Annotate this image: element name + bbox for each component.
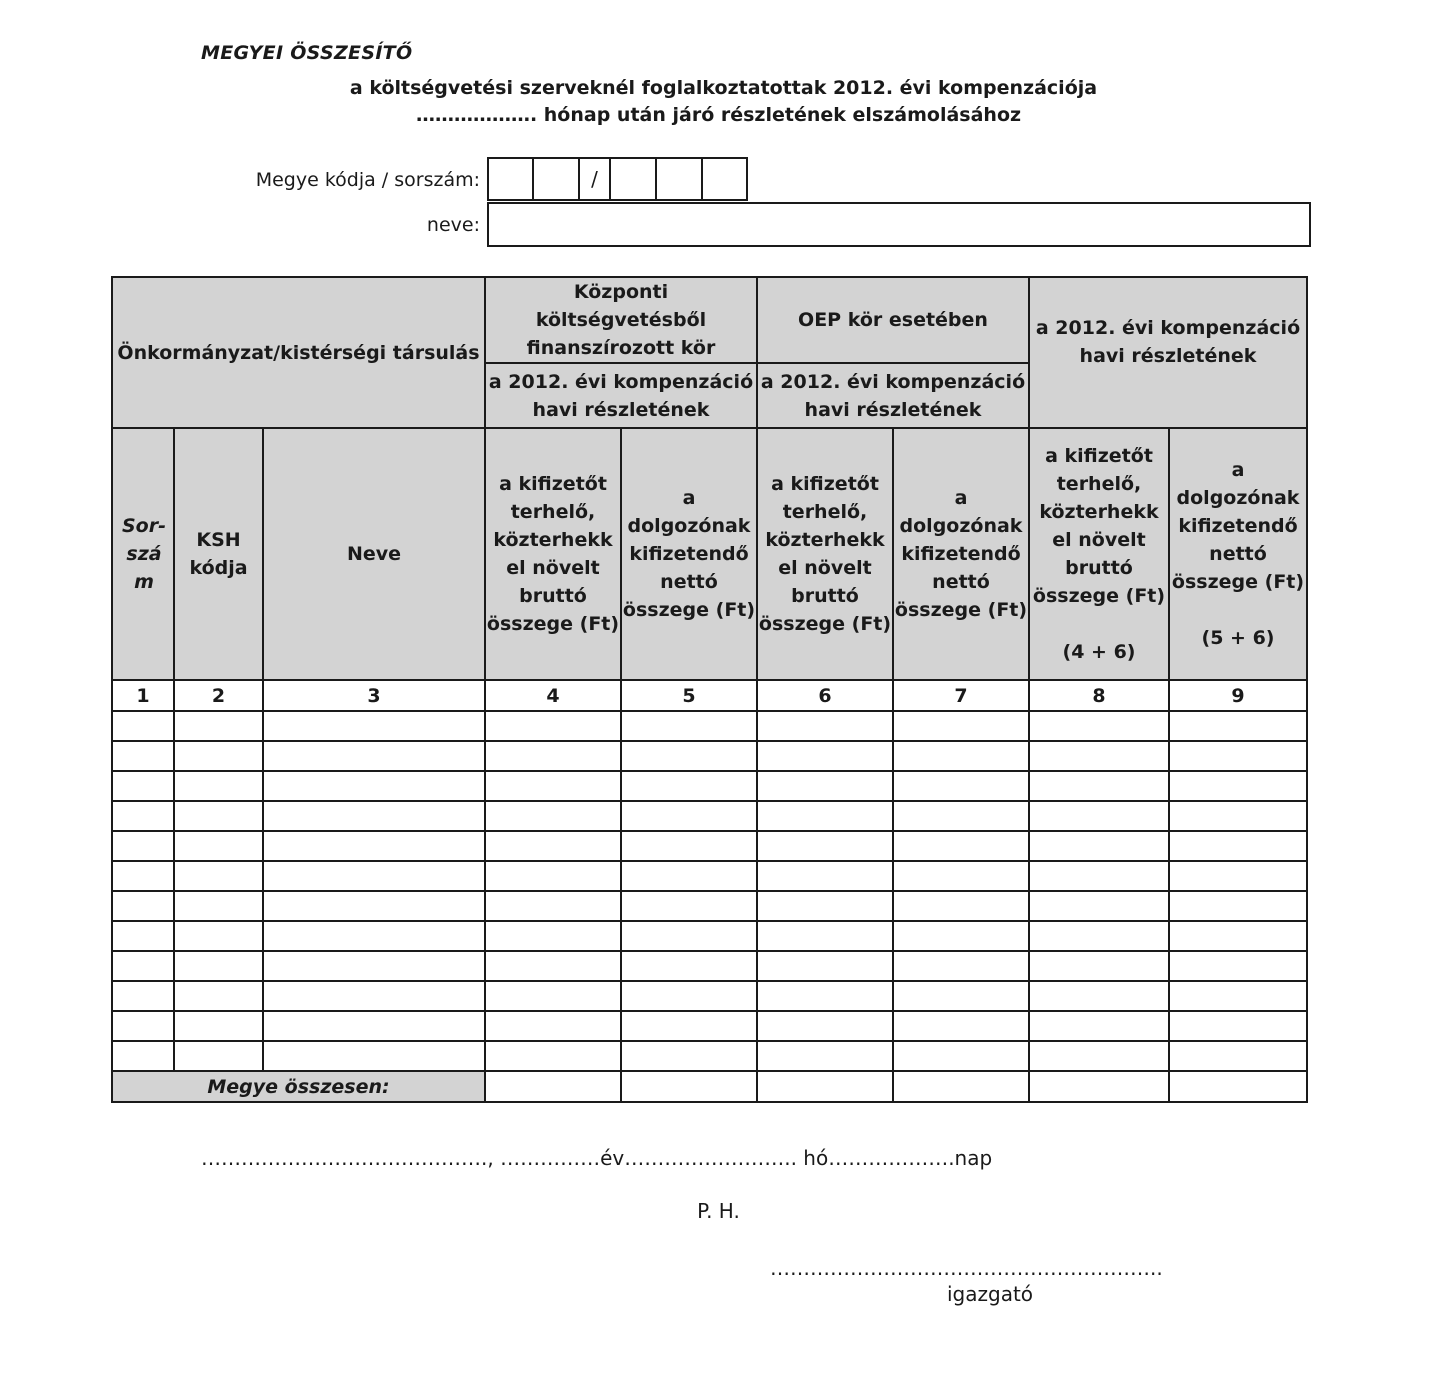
total-cell[interactable]: [485, 1071, 621, 1102]
column-number: 7: [893, 680, 1029, 711]
column-header-name: Neve: [263, 428, 485, 680]
table-cell[interactable]: [1029, 951, 1169, 981]
table-cell[interactable]: [174, 711, 263, 741]
table-cell[interactable]: [1029, 1011, 1169, 1041]
table-cell[interactable]: [621, 981, 757, 1011]
table-cell[interactable]: [1169, 741, 1307, 771]
table-cell[interactable]: [263, 1011, 485, 1041]
table-row: [112, 801, 1307, 831]
date-line: ……………………………………., ……………év…………………….. hó……………….nap: [201, 1146, 993, 1170]
column-header-total-net: [1169, 428, 1307, 680]
table-cell[interactable]: [1169, 891, 1307, 921]
table-row: [112, 861, 1307, 891]
table-cell[interactable]: [1029, 711, 1169, 741]
table-cell[interactable]: [757, 1011, 893, 1041]
column-number-row: [112, 680, 1307, 711]
total-cell[interactable]: [893, 1071, 1029, 1102]
column-number: 6: [757, 680, 893, 711]
table-cell[interactable]: [893, 1011, 1029, 1041]
table-cell[interactable]: [621, 861, 757, 891]
table-row: [112, 741, 1307, 771]
table-cell[interactable]: [263, 831, 485, 861]
serial-number-box-1[interactable]: [609, 157, 657, 201]
header-municipality: Önkormányzat/kistérségi társulás: [112, 277, 485, 428]
total-net-formula: (5 + 6): [1201, 627, 1275, 649]
county-total-label: Megye összesen:: [112, 1071, 485, 1102]
document-subtitle-line-2: ………………. hónap után járó részletének elszámolásához: [415, 104, 1022, 126]
table-cell[interactable]: [263, 771, 485, 801]
table-cell[interactable]: [1169, 921, 1307, 951]
table-cell[interactable]: [485, 801, 621, 831]
table-cell[interactable]: [1029, 771, 1169, 801]
table-cell[interactable]: [621, 951, 757, 981]
serial-number-box-2[interactable]: [655, 157, 703, 201]
header-oep: OEP kör esetében: [757, 277, 1029, 363]
table-cell[interactable]: [174, 771, 263, 801]
serial-number-box-3[interactable]: [701, 157, 748, 201]
table-cell[interactable]: [174, 951, 263, 981]
table-cell[interactable]: [757, 1041, 893, 1071]
table-cell[interactable]: [1029, 921, 1169, 951]
table-cell[interactable]: [112, 1041, 174, 1071]
table-cell[interactable]: [112, 741, 174, 771]
table-cell[interactable]: [263, 861, 485, 891]
table-cell[interactable]: [485, 861, 621, 891]
table-cell[interactable]: [174, 741, 263, 771]
table-cell[interactable]: [1169, 801, 1307, 831]
table-cell[interactable]: [1169, 711, 1307, 741]
table-cell[interactable]: [263, 921, 485, 951]
table-cell[interactable]: [112, 861, 174, 891]
table-cell[interactable]: [1029, 831, 1169, 861]
table-cell[interactable]: [1029, 801, 1169, 831]
total-cell[interactable]: [621, 1071, 757, 1102]
table-cell[interactable]: [485, 741, 621, 771]
column-number: 5: [621, 680, 757, 711]
table-cell[interactable]: [485, 711, 621, 741]
document-title: MEGYEI ÖSSZESÍTŐ: [201, 42, 413, 64]
stamp-placeholder: P. H.: [697, 1199, 740, 1223]
table-cell[interactable]: [893, 741, 1029, 771]
table-cell[interactable]: [174, 921, 263, 951]
table-cell[interactable]: [485, 981, 621, 1011]
table-cell[interactable]: [893, 1041, 1029, 1071]
table-cell[interactable]: [1029, 981, 1169, 1011]
table-cell[interactable]: [174, 1041, 263, 1071]
table-cell[interactable]: [174, 1011, 263, 1041]
table-cell[interactable]: [174, 891, 263, 921]
table-cell[interactable]: [1169, 951, 1307, 981]
table-cell[interactable]: [1029, 741, 1169, 771]
table-cell[interactable]: [1029, 861, 1169, 891]
column-number: 1: [112, 680, 174, 711]
table-cell[interactable]: [621, 1011, 757, 1041]
table-cell[interactable]: [485, 921, 621, 951]
table-cell[interactable]: [893, 981, 1029, 1011]
table-row: [112, 711, 1307, 741]
table-cell[interactable]: [757, 741, 893, 771]
table-row: [112, 951, 1307, 981]
table-cell[interactable]: [757, 891, 893, 921]
table-cell[interactable]: [893, 951, 1029, 981]
column-header-ksh-code: KSH kódja: [174, 428, 263, 680]
table-cell[interactable]: [263, 1041, 485, 1071]
table-row: [112, 771, 1307, 801]
table-cell[interactable]: [757, 771, 893, 801]
table-cell[interactable]: [485, 831, 621, 861]
total-gross-label: a kifizetőt terhelő, közterhekk el növelt bruttó összege (Ft): [1032, 445, 1166, 607]
column-number: 8: [1029, 680, 1169, 711]
column-header-central-gross: a kifizetőt terhelő, közterhekk el növelt bruttó összege (Ft): [485, 428, 621, 680]
table-cell[interactable]: [757, 861, 893, 891]
table-cell[interactable]: [112, 831, 174, 861]
column-header-oep-net: a dolgozónak kifizetendő nettó összege (Ft): [893, 428, 1029, 680]
column-number: 4: [485, 680, 621, 711]
table-cell[interactable]: [174, 831, 263, 861]
document-subtitle-line-1: a költségvetési szerveknél foglalkoztatottak 2012. évi kompenzációja: [349, 77, 1098, 99]
table-cell[interactable]: [1169, 1041, 1307, 1071]
table-cell[interactable]: [621, 711, 757, 741]
table-cell[interactable]: [757, 921, 893, 951]
header-total-compensation: a 2012. évi kompenzáció havi részletének: [1029, 277, 1307, 428]
table-cell[interactable]: [263, 951, 485, 981]
column-header-oep-gross: a kifizetőt terhelő, közterhekk el növelt bruttó összege (Ft): [757, 428, 893, 680]
header-central-budget-sub: a 2012. évi kompenzáció havi részletének: [485, 363, 757, 428]
table-cell[interactable]: [893, 771, 1029, 801]
table-cell[interactable]: [757, 951, 893, 981]
county-name-field[interactable]: [487, 202, 1311, 247]
table-cell[interactable]: [893, 801, 1029, 831]
table-cell[interactable]: [757, 801, 893, 831]
table-cell[interactable]: [485, 771, 621, 801]
table-cell[interactable]: [174, 981, 263, 1011]
table-cell[interactable]: [112, 951, 174, 981]
signature-label: igazgató: [947, 1282, 1034, 1306]
table-cell[interactable]: [263, 801, 485, 831]
county-total-row: [112, 1071, 1307, 1102]
table-cell[interactable]: [1169, 981, 1307, 1011]
summary-table: [111, 276, 1308, 1103]
table-cell[interactable]: [621, 921, 757, 951]
table-cell[interactable]: [263, 741, 485, 771]
total-cell[interactable]: [1029, 1071, 1169, 1102]
table-cell[interactable]: [621, 1041, 757, 1071]
table-cell[interactable]: [1169, 1011, 1307, 1041]
column-header-total-gross: [1029, 428, 1169, 680]
table-cell[interactable]: [174, 861, 263, 891]
table-cell[interactable]: [1169, 831, 1307, 861]
total-cell[interactable]: [757, 1071, 893, 1102]
table-cell[interactable]: [621, 771, 757, 801]
table-cell[interactable]: [263, 711, 485, 741]
table-cell[interactable]: [485, 891, 621, 921]
table-cell[interactable]: [485, 1011, 621, 1041]
county-name-label: neve:: [426, 214, 480, 236]
table-cell[interactable]: [893, 831, 1029, 861]
county-code-box-1[interactable]: [487, 157, 534, 201]
header-oep-sub: a 2012. évi kompenzáció havi részletének: [757, 363, 1029, 428]
table-cell[interactable]: [757, 711, 893, 741]
table-cell[interactable]: [112, 1011, 174, 1041]
table-cell[interactable]: [1169, 771, 1307, 801]
column-number: 9: [1169, 680, 1307, 711]
table-cell[interactable]: [621, 891, 757, 921]
county-code-separator: /: [578, 157, 611, 201]
table-cell[interactable]: [1029, 891, 1169, 921]
table-cell[interactable]: [757, 981, 893, 1011]
table-cell[interactable]: [893, 921, 1029, 951]
table-cell[interactable]: [485, 1041, 621, 1071]
table-cell[interactable]: [112, 711, 174, 741]
total-gross-formula: (4 + 6): [1062, 641, 1136, 663]
table-cell[interactable]: [112, 771, 174, 801]
column-header-serial: Sor-szá m: [112, 428, 174, 680]
table-cell[interactable]: [621, 801, 757, 831]
table-row: [112, 1011, 1307, 1041]
table-cell[interactable]: [893, 711, 1029, 741]
table-cell[interactable]: [174, 801, 263, 831]
signature-line: …………………………………………………..: [770, 1256, 1163, 1280]
table-row: [112, 891, 1307, 921]
total-cell[interactable]: [1169, 1071, 1307, 1102]
table-cell[interactable]: [1169, 861, 1307, 891]
table-cell[interactable]: [112, 891, 174, 921]
county-code-label: Megye kódja / sorszám:: [255, 169, 480, 191]
total-net-label: a dolgozónak kifizetendő nettó összege (Ft): [1171, 459, 1305, 593]
column-number: 3: [263, 680, 485, 711]
table-cell[interactable]: [621, 831, 757, 861]
table-row: [112, 1041, 1307, 1071]
table-cell[interactable]: [893, 861, 1029, 891]
column-header-central-net: a dolgozónak kifizetendő nettó összege (Ft): [621, 428, 757, 680]
table-cell[interactable]: [757, 831, 893, 861]
table-cell[interactable]: [485, 951, 621, 981]
header-central-budget: Központi költségvetésből finanszírozott kör: [485, 277, 757, 363]
table-cell[interactable]: [1029, 1041, 1169, 1071]
column-number: 2: [174, 680, 263, 711]
table-cell[interactable]: [893, 891, 1029, 921]
table-cell[interactable]: [263, 981, 485, 1011]
table-cell[interactable]: [112, 921, 174, 951]
table-cell[interactable]: [263, 891, 485, 921]
table-cell[interactable]: [112, 981, 174, 1011]
data-rows: [112, 711, 1307, 1071]
county-code-box-2[interactable]: [532, 157, 580, 201]
table-row: [112, 831, 1307, 861]
table-cell[interactable]: [112, 801, 174, 831]
table-row: [112, 921, 1307, 951]
table-cell[interactable]: [621, 741, 757, 771]
table-row: [112, 981, 1307, 1011]
